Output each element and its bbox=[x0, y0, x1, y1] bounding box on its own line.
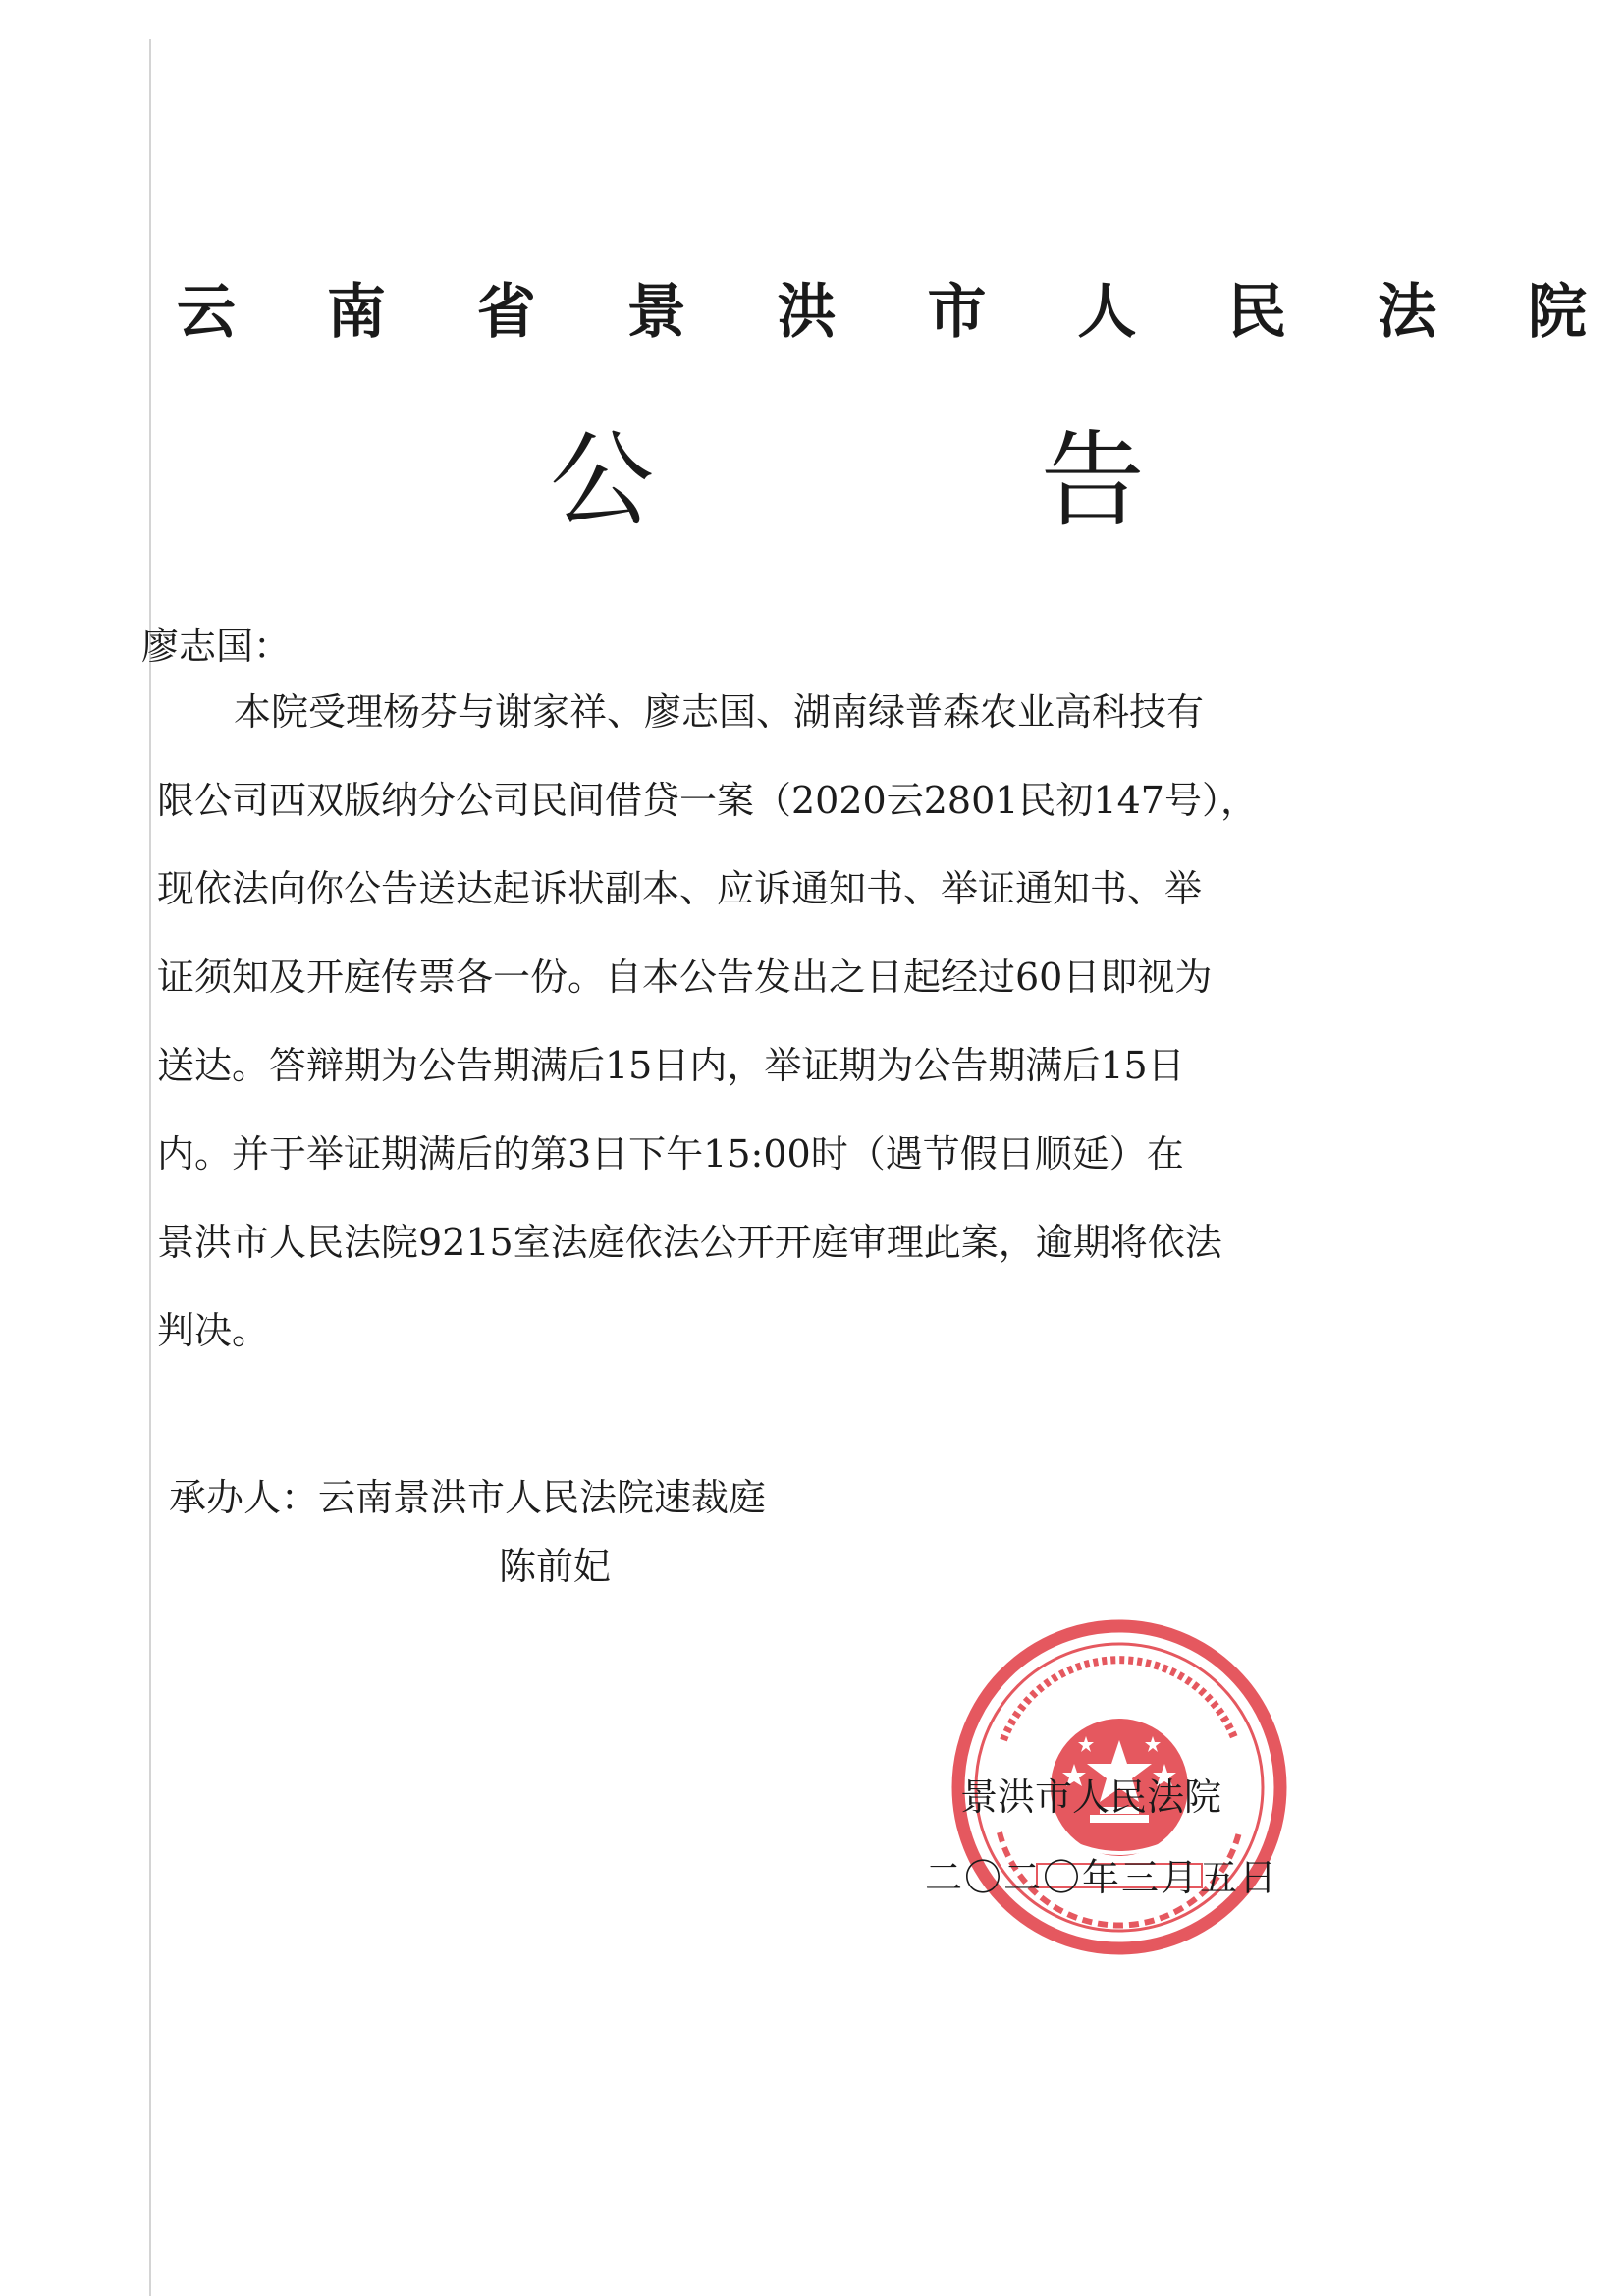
body-line: 限公司西双版纳分公司民间借贷一案（2020云2801民初147号）， bbox=[157, 779, 1258, 822]
notice-body bbox=[157, 668, 1394, 1375]
signature-date: 二〇二〇年三月五日 bbox=[925, 1856, 1279, 1899]
body-line: 送达。答辩期为公告期满后15日内，举证期为公告期满后15日 bbox=[157, 1044, 1185, 1087]
notice-title: 公 告 bbox=[550, 420, 1322, 541]
body-line: 内。并于举证期满后的第3日下午15:00时（遇节假日顺延）在 bbox=[157, 1132, 1184, 1175]
body-line: 判决。 bbox=[157, 1309, 270, 1352]
court-name-heading: 云 南 省 景 洪 市 人 民 法 院 bbox=[177, 278, 1622, 347]
addressee: 廖志国： bbox=[141, 625, 292, 668]
body-line: 本院受理杨芬与谢家祥、廖志国、湖南绿普森农业高科技有 bbox=[234, 690, 1205, 734]
scan-edge-line bbox=[149, 39, 151, 2296]
signature-court: 景洪市人民法院 bbox=[960, 1776, 1222, 1819]
body-line: 景洪市人民法院9215室法庭依法公开开庭审理此案，逾期将依法 bbox=[157, 1221, 1222, 1264]
body-line: 现依法向你公告送达起诉状副本、应诉通知书、举证通知书、举 bbox=[157, 867, 1203, 910]
handler-name: 陈前妃 bbox=[499, 1545, 612, 1588]
body-line: 证须知及开庭传票各一份。自本公告发出之日起经过60日即视为 bbox=[157, 956, 1213, 999]
handler-line: 承办人：云南景洪市人民法院速裁庭 bbox=[169, 1476, 767, 1519]
